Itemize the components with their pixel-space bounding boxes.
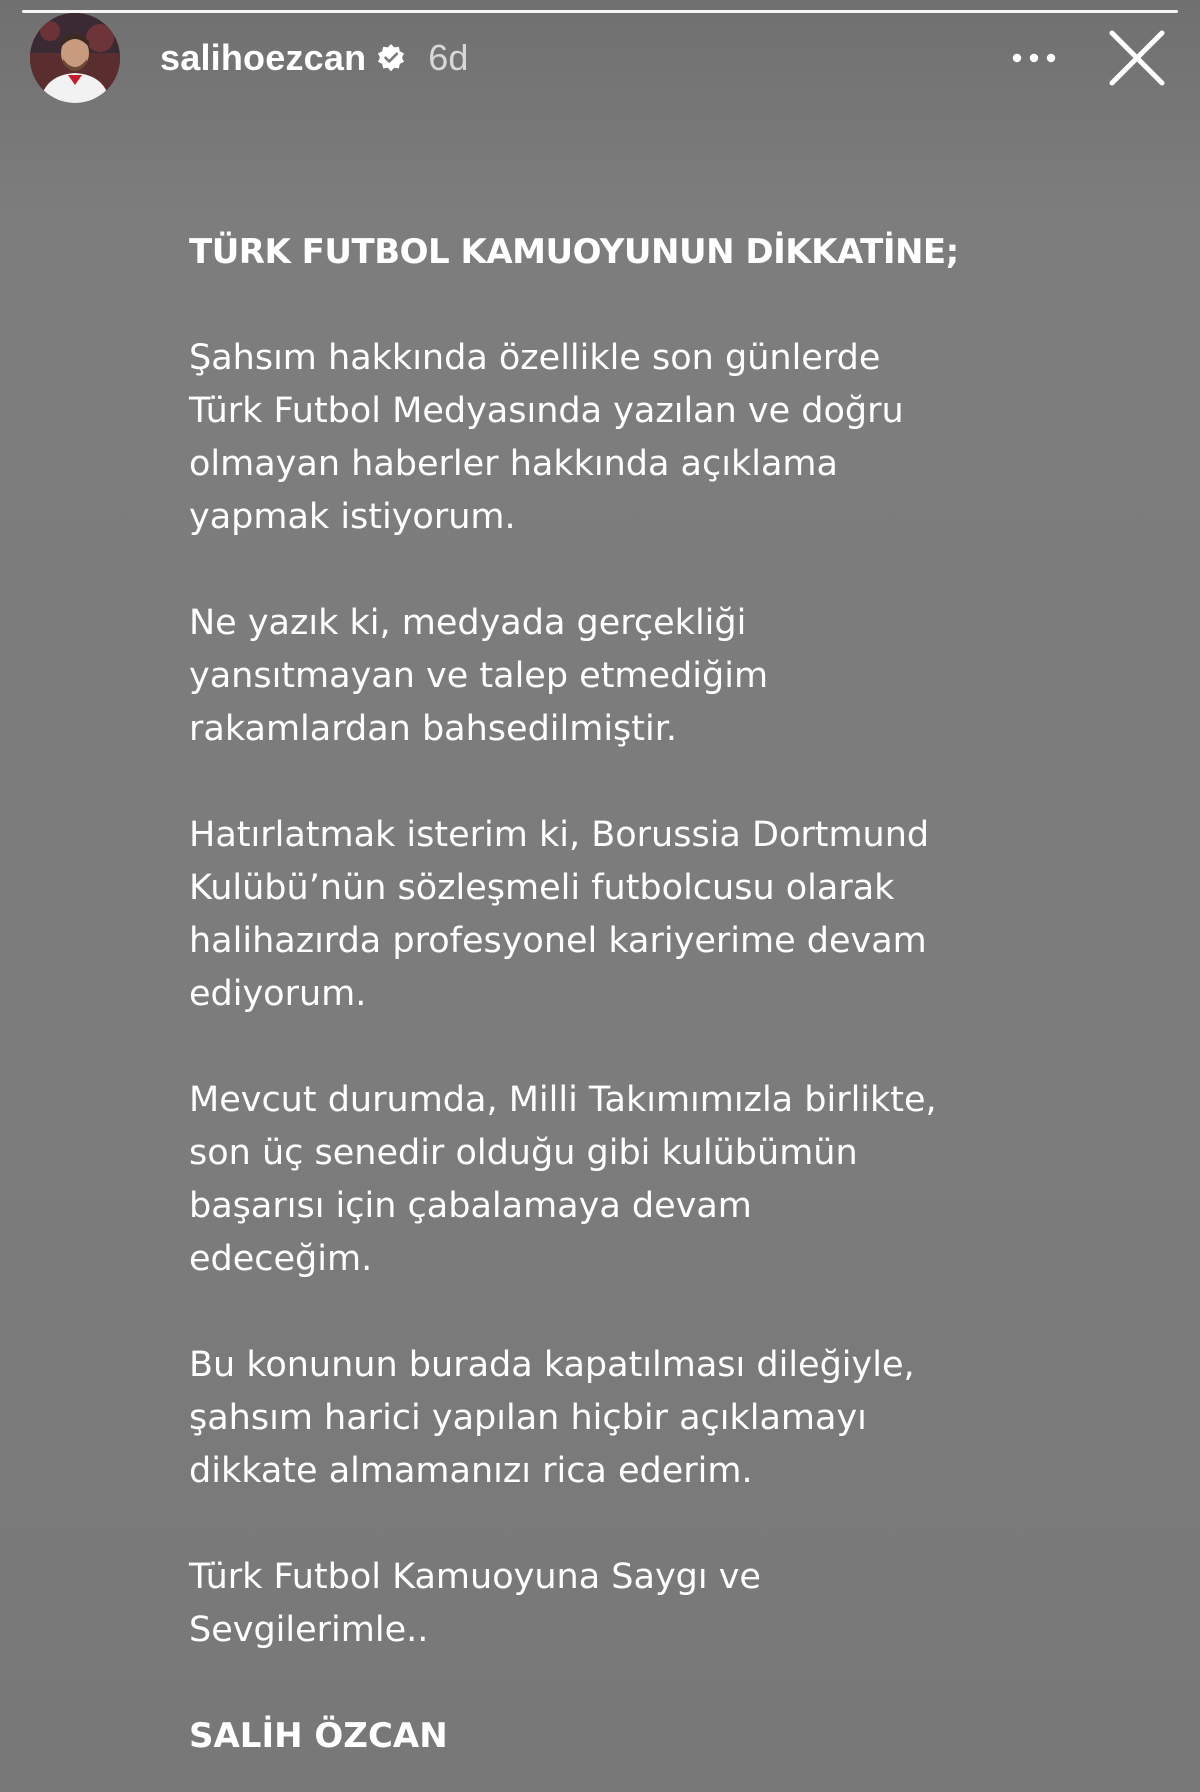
close-button[interactable] <box>1104 25 1170 91</box>
statement-signature: SALİH ÖZCAN <box>189 1716 448 1756</box>
username[interactable]: salihoezcan <box>160 37 367 78</box>
close-icon <box>1108 29 1166 87</box>
more-options-button[interactable] <box>1004 28 1064 88</box>
statement-paragraph: Hatırlatmak isterim ki, Borussia Dortmund Kulübü’nün sözleşmeli futbolcusu olarak halihazırda profesyonel kariyerime devam ediyorum. <box>189 815 930 1014</box>
more-options-icon <box>1012 53 1056 63</box>
statement-paragraph: Şahsım hakkında özellikle son günlerde Türk Futbol Medyasında yazılan ve doğru olmayan haberler hakkında açıklama yapmak istiyorum. <box>189 338 904 537</box>
statement-heading: TÜRK FUTBOL KAMUOYUNUN DİKKATİNE; <box>189 232 959 272</box>
avatar[interactable] <box>30 13 120 103</box>
statement-paragraph: Bu konunun burada kapatılması dileğiyle, şahsım harici yapılan hiçbir açıklamayı dikkate almamanızı rica ederim. <box>189 1345 915 1491</box>
story-header <box>30 10 1170 106</box>
statement-paragraph: Türk Futbol Kamuoyuna Saygı ve Sevgilerimle.. <box>189 1557 761 1650</box>
statement-paragraph: Ne yazık ki, medyada gerçekliği yansıtmayan ve talep etmediğim rakamlardan bahsedilmiştir. <box>189 603 769 749</box>
story-timestamp: 6d <box>428 37 469 78</box>
verified-badge-icon <box>376 43 406 73</box>
statement-text <box>189 226 1049 1763</box>
statement-paragraph: Mevcut durumda, Milli Takımımızla birlikte, son üç senedir olduğu gibi kulübümün başarısı için çabalamaya devam edeceğim. <box>189 1080 937 1279</box>
profile-photo <box>30 13 120 103</box>
